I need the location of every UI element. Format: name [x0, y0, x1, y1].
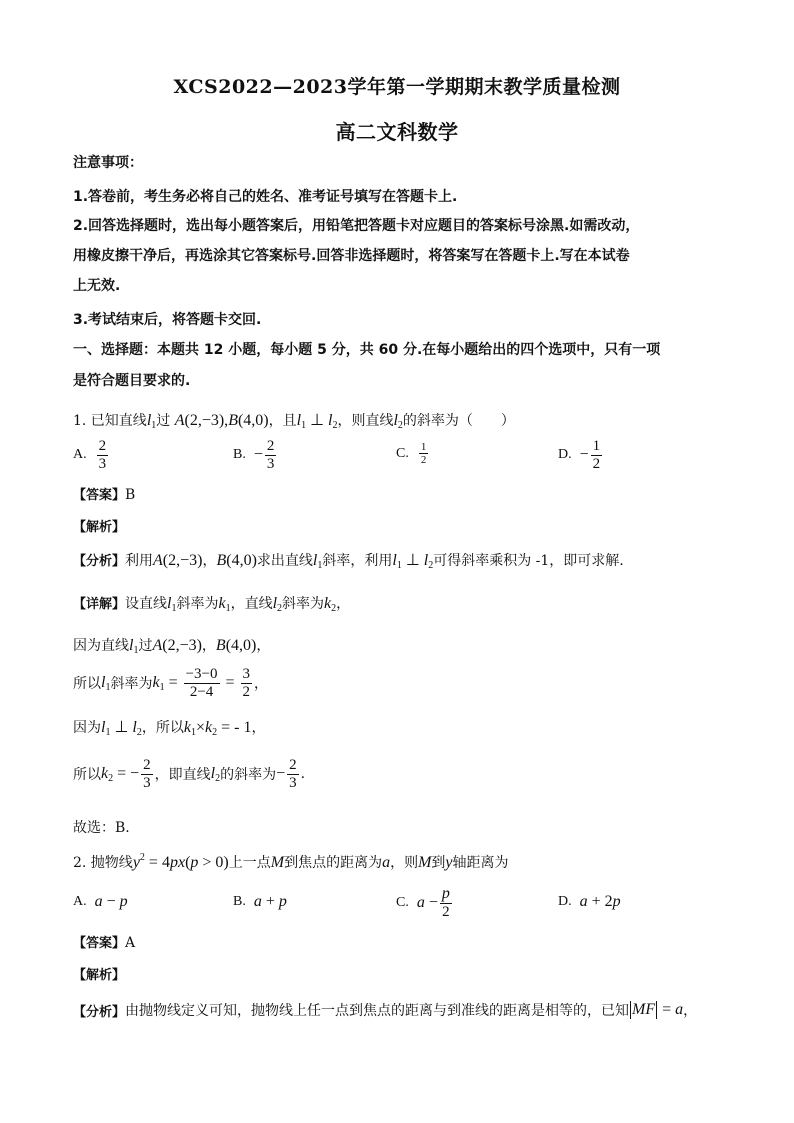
- notice-item-2-line-2: 用橡皮擦干净后，再选涂其它答案标号.回答非选择题时，将答案写在答题卡上.写在本试卷: [73, 248, 630, 264]
- q2-option-a[interactable]: A. a − p: [73, 893, 128, 910]
- math-points-ab: A: [174, 412, 185, 429]
- q1-fenxi: 【分析】利用A(2,−3)，B(4,0)求出直线$l_1$斜率，利用$l_1$ ⊥ $l_2$可得斜率乘积为 -1，即可求解.: [73, 552, 624, 571]
- fraction-1-2: $\frac{1}{2}$: [420, 441, 427, 467]
- fraction-1-2: $\frac{1}{2}$: [592, 438, 601, 472]
- exam-title: XCS2022—2023学年第一学期期末教学质量检测: [173, 76, 621, 98]
- q1-option-c[interactable]: C. $\frac{1}{2}$: [396, 441, 427, 467]
- fraction-2-3: $\frac{2}{3}$: [143, 757, 151, 791]
- math-l1: $l_1$: [146, 412, 157, 431]
- q1-choice: 故选：B.: [73, 820, 130, 836]
- q1-stem: 1. 已知直线$l_1$过 A(2,−3),B(4,0)，且$l_1$ ⊥ $l_2$，则直线$l_2$的斜率为（ ）: [73, 412, 515, 431]
- q1-option-a[interactable]: A. $\frac{2}{3}$: [73, 438, 107, 472]
- section1-line-2: 是符合题目要求的.: [73, 373, 191, 389]
- q2-stem: 2. 抛物线$y^2 = 4px(p > 0)$上一点M到焦点的距离为a，则M到y轴距离为: [73, 852, 509, 871]
- q2-answer: 【答案】A: [73, 935, 136, 951]
- q2-option-b[interactable]: B. a + p: [233, 893, 287, 910]
- fraction-3-2: $\frac{3}{2}$: [242, 666, 251, 700]
- q1-detail-line-5: 所以 $k_2$ = − $\frac{2}{3}$ ，即直线 $l_2$ 的斜率为 − $\frac{2}{3}$ .: [73, 757, 306, 791]
- fraction-slope: $\frac{-3-0}{2-4}$: [185, 666, 218, 700]
- fraction-2-3: $\frac{2}{3}$: [266, 438, 275, 472]
- exam-subtitle: 高二文科数学: [335, 120, 459, 144]
- q1-detail-line-2: 因为直线$l_1$过A(2,−3)，B(4,0)，: [73, 637, 271, 656]
- q1-answer: 【答案】B: [73, 487, 136, 503]
- q2-fenxi: 【分析】 由抛物线定义可知，抛物线上任一点到焦点的距离与到准线的距离是相等的，已知 MF = a ，: [73, 1001, 698, 1020]
- notice-heading: 注意事项：: [73, 155, 143, 171]
- fraction-2-3: $\frac{2}{3}$: [289, 757, 297, 791]
- q1-option-d[interactable]: D. − $\frac{1}{2}$: [558, 438, 601, 472]
- q2-option-d[interactable]: D. a + 2 p: [558, 893, 621, 910]
- q1-detail-line-1: 【详解】设直线$l_1$斜率为$k_1$，直线$l_2$斜率为$k_2$，: [73, 595, 351, 614]
- math-parabola: $y^2$: [132, 852, 145, 871]
- notice-item-2-line-1: 2.回答选择题时，选出每小题答案后，用铅笔把答题卡对应题目的答案标号涂黑.如需改动，: [73, 218, 640, 234]
- math-perpendicular: $l_1$: [296, 412, 307, 431]
- fraction-2-3: $\frac{2}{3}$: [98, 438, 107, 472]
- fraction-p-2: $\frac{p}{2}$: [441, 885, 450, 920]
- q1-analysis-tag: 【解析】: [73, 520, 126, 535]
- q2-option-c[interactable]: C. a − $\frac{p}{2}$: [396, 885, 450, 920]
- notice-item-1: 1.答卷前，考生务必将自己的姓名、准考证号填写在答题卡上.: [73, 189, 458, 205]
- q1-option-b[interactable]: B. − $\frac{2}{3}$: [233, 438, 275, 472]
- q2-analysis-tag: 【解析】: [73, 968, 126, 983]
- notice-item-3: 3.考试结束后，将答题卡交回.: [73, 312, 262, 328]
- q1-detail-line-4: 因为$l_1$ ⊥ $l_2$，所以$k_1\times k_2$ = - 1，: [73, 719, 266, 738]
- section1-line-1: 一、选择题：本题共 12 小题，每小题 5 分，共 60 分.在每小题给出的四个选项中，只有一项: [73, 342, 661, 358]
- notice-item-2-line-3: 上无效.: [73, 278, 121, 294]
- q1-detail-line-3: 所以 $l_1$ 斜率为 $k_1$ = $\frac{-3-0}{2-4}$ = $\frac{3}{2}$ ，: [73, 666, 269, 700]
